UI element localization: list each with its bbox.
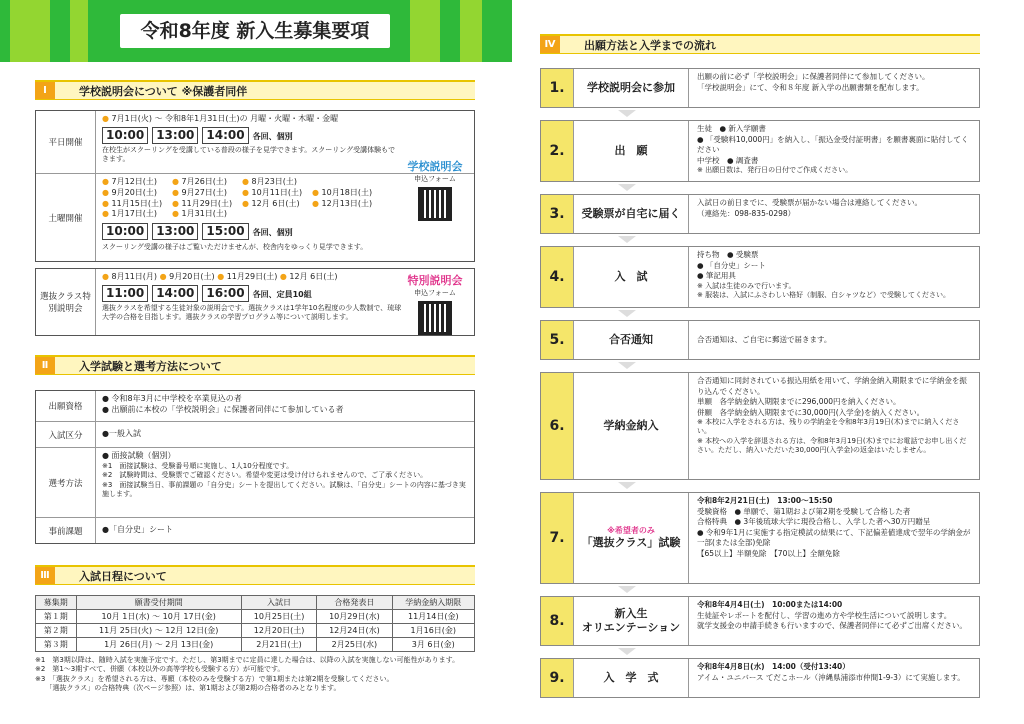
- sat-date: ● 12月 6日(土): [242, 198, 300, 208]
- sat-date: ● 7月26日(土): [172, 177, 228, 186]
- sat-date: ● 12月13日(土): [312, 198, 373, 208]
- time-2: 14:00: [152, 285, 198, 302]
- sp-date: 11月29日(土): [226, 272, 278, 281]
- note-line: 「選抜クラス」の合格特典（次ページ参照）は、第1期および第2期の合格者のみとなります。: [35, 684, 341, 693]
- section-title: 出願方法と入学までの流れ: [584, 38, 716, 52]
- qr-code-icon[interactable]: [418, 187, 452, 221]
- row-value: ● 一般入試: [102, 429, 141, 439]
- time-2: 13:00: [152, 223, 198, 240]
- time-suffix: 各回、個別: [252, 131, 293, 141]
- section-number: Ⅰ: [35, 82, 55, 99]
- note-line: ※2 第1～3期すべて、併願（本校以外の高等学校も受験する方）が可能です。: [35, 665, 285, 674]
- step-6: 6. 学納金納入 合否通知に同封されている振込用紙を用いて、学納金納入期限までに学納金を振り込んでください。 単願 各学納金納入期限までに296,000円を納入ください。 併願 各学納金納入期限までに30,000円(入学金)を納入ください。 ※ 本校に入学をされる方は、残りの学納金を令和8年3月19日(木)までに納入ください。 ※ 本校への入学を辞退される方は、令和8年3月19日(木)までにお電話でお申し出ください。ただし、納入いただいた30,000円(入学金)の返金はいたしません。: [540, 372, 980, 480]
- flow-arrow-icon: [618, 236, 636, 243]
- time-suffix: 各回、定員10組: [252, 289, 312, 299]
- sp-date: 12月 6日(土): [289, 272, 338, 281]
- section-1-header: [35, 80, 475, 100]
- qr-sub: 申込フォーム: [414, 175, 456, 183]
- flow-arrow-icon: [618, 648, 636, 655]
- banner-stripe: [460, 0, 482, 62]
- row-label: 事前課題: [36, 518, 96, 543]
- step-1: 1. 学校説明会に参加 出願の前に必ず「学校説明会」に保護者同伴にて参加してください。 「学校説明会」にて、令和８年度 新入学の出願書類を配布します。: [540, 68, 980, 108]
- flow-arrow-icon: [618, 362, 636, 369]
- time-3: 15:00: [202, 223, 248, 240]
- step-5: 5. 合否通知 合否通知は、ご自宅に郵送で届きます。: [540, 320, 980, 360]
- sat-date: ● 10月11日(土): [242, 187, 303, 197]
- exam-row: [36, 421, 474, 447]
- flow-arrow-icon: [618, 586, 636, 593]
- weekday-period: 7月1日(火) ～ 令和8年1月31日(土)の 月曜・火曜・木曜・金曜: [111, 114, 339, 123]
- table-row: 第２期 11月 25日(火) ～ 12月 12日(金) 12月20日(土) 12月24日(水) 1月16日(金): [36, 624, 475, 638]
- step-2: 2. 出 願 生徒 ● 新入学願書 ● 「受験料10,000円」を納入し、「振込金受付証明書」を願書裏面に貼付してください 中学校 ● 調査書 ※ 出願日数は、発行日の日付でご作成ください。: [540, 120, 980, 182]
- time-suffix: 各回、個別: [252, 228, 293, 238]
- flow-arrow-icon: [618, 310, 636, 317]
- section-3-header: [35, 565, 475, 585]
- section-title: 学校説明会について ※保護者同伴: [79, 84, 248, 98]
- exam-row: [36, 391, 474, 421]
- section-number: Ⅱ: [35, 357, 55, 374]
- note-line: ※1 第3期以降は、随時入試を実施予定です。ただし、第3期までに定員に達した場合は、以降の入試を実施しない可能性があります。: [35, 656, 460, 664]
- special-label: 選抜クラス特別説明会: [36, 269, 96, 335]
- flow-arrow-icon: [618, 110, 636, 117]
- page-title: 令和8年度 新入生募集要項: [120, 14, 390, 48]
- table-row: 第３期 1月 26日(月) ～ 2月 13日(金) 2月21日(土) 2月25日(水) 3月 6日(金): [36, 638, 475, 652]
- sp-date: 8月11日(月): [111, 272, 158, 281]
- weekday-content: ● 7月1日(火) ～ 令和8年1月31日(土)の 月曜・火曜・木曜・金曜 10:00 13:00 14:00 各回、個別 在校生がスクーリングを受講している普段の様子を見学できます。スクーリング受講体験もできます。: [96, 111, 474, 173]
- time-1: 11:00: [102, 285, 148, 302]
- section-title: 入試日程について: [79, 569, 167, 583]
- banner-stripe: [410, 0, 440, 62]
- sp-date: 9月20日(土): [169, 272, 215, 281]
- step-8: 8. 新入生 オリエンテーション 令和8年4月4日(土) 10:00または14:00 生徒証やレポートを配付し、学習の進め方や学校生活について説明します。 就学支援金の申請手続きも行いますので、保護者同伴にて必ずご出席ください。: [540, 596, 980, 646]
- row-value: ● 令和8年3月に中学校を卒業見込の者 ● 出願前に本校の「学校説明会」に保護者同伴にて参加している者: [102, 394, 344, 414]
- banner-stripe: [70, 0, 88, 62]
- schedule-notes: [35, 656, 505, 694]
- qr-seminar: [400, 158, 470, 224]
- qr-code-icon[interactable]: [418, 301, 452, 335]
- note-line: ※3 「選抜クラス」を希望される方は、専願（本校のみを受験する方）で第1期または第2期を受験してください。: [35, 674, 394, 683]
- time-3: 14:00: [202, 127, 248, 144]
- flow-arrow-icon: [618, 482, 636, 489]
- sat-date: ● 11月15日(土): [102, 198, 163, 208]
- saturday-label: 土曜開催: [36, 174, 96, 261]
- exam-row: [36, 447, 474, 517]
- sat-date: ● 1月31日(土): [172, 209, 228, 219]
- time-1: 10:00: [102, 127, 148, 144]
- time-1: 10:00: [102, 223, 148, 240]
- section-4-header: [540, 34, 980, 54]
- table-header-row: 募集期 願書受付期間 入試日 合格発表日 学納金納入期限: [36, 596, 475, 610]
- flow-arrow-icon: [618, 184, 636, 191]
- step-7: 7. ※希望者のみ 「選抜クラス」試験 令和8年2月21日(土) 13:00～15:50 受験資格 ● 単願で、第1期および第2期を受験して合格した者 合格特典 ● 3年後琉球大学に現役合格し、入学した者へ30万円贈呈 ● 令和9年1月に実施する指定模試の結果にて、下記偏差値達成で翌年の学納金が一部(または全部)免除 【65以上】半額免除 【70以上】全額免除: [540, 492, 980, 584]
- header-banner: [0, 0, 512, 62]
- row-value: ● 面接試験（個別） ※1 面接試験は、受験番号順に実施し、1人10分程度です。 ※2 試験時間は、受験票でご確認ください。希望や変更は受け付けられませんので、ご了承ください。 ※3 面接試験当日、事前課題の「自分史」シートを提出してください。試験は、「自分史」シートの内容に基づき実施します。: [102, 451, 466, 499]
- section-title: 入学試験と選考方法について: [79, 359, 222, 373]
- exam-row: [36, 517, 474, 543]
- table-row: 第１期 10月 1日(水) ～ 10月 17日(金) 10月25日(土) 10月29日(水) 11月14日(金): [36, 610, 475, 624]
- exam-table: [35, 390, 475, 544]
- weekday-label: 平日開催: [36, 111, 96, 173]
- saturday-note: スクーリング受講の様子はご覧いただけませんが、校舎内をゆっくり見学できます。: [102, 243, 368, 252]
- qr-title: 学校説明会: [407, 160, 463, 173]
- step-7-note: ※希望者のみ: [607, 525, 655, 535]
- sat-date: ● 8月23日(土): [242, 177, 298, 186]
- sat-date: ● 9月27日(土): [172, 187, 228, 197]
- banner-stripe: [10, 0, 50, 62]
- sat-date: ● 10月18日(土): [312, 187, 373, 197]
- step-4: 4. 入 試 持ち物 ● 受験票 ● 「自分史」シート ● 筆記用具 ※ 入試は生徒のみで行います。 ※ 服装は、入試にふさわしい格好（制服、白シャツなど）で受験してください。: [540, 246, 980, 308]
- row-label: 選考方法: [36, 448, 96, 517]
- sat-date: ● 7月12日(土): [102, 177, 158, 186]
- row-label: 出願資格: [36, 391, 96, 421]
- special-content: ● 8月11日(月) ● 9月20日(土) ● 11月29日(土) ● 12月 6日(土) 11:00 14:00 16:00 各回、定員10組 選抜クラスを希望する生徒対象の説明会です。選抜クラスは1学年10名程度の少人数制で、琉球大学の合格を目指します。選抜クラスの学習プログラム等について説明します。: [102, 272, 402, 322]
- sat-date: ● 11月29日(土): [172, 198, 233, 208]
- section-2-header: [35, 355, 475, 375]
- section-number: Ⅳ: [540, 36, 560, 53]
- weekday-note: 在校生がスクーリングを受講している普段の様子を見学できます。スクーリング受講体験もできます。: [102, 145, 396, 164]
- sat-date: ● 1月17日(土): [102, 209, 158, 219]
- row-label: 入試区分: [36, 422, 96, 447]
- qr-special: [400, 272, 470, 338]
- qr-sub: 申込フォーム: [414, 289, 456, 297]
- section-number: Ⅲ: [35, 567, 55, 584]
- sat-date: ● 9月20日(土): [102, 187, 158, 197]
- step-3: 3. 受験票が自宅に届く 入試日の前日までに、受験票が届かない場合は連絡してください。 （連絡先：098-835-0298）: [540, 194, 980, 234]
- time-2: 13:00: [152, 127, 198, 144]
- step-9: 9. 入 学 式 令和8年4月8日(水) 14:00（受付13:40） アイム・ユニバース てだこホール（沖縄県浦添市仲間1-9-3）にて実施します。: [540, 658, 980, 698]
- schedule-table: [35, 595, 475, 652]
- special-note: 選抜クラスを希望する生徒対象の説明会です。選抜クラスは1学年10名程度の少人数制で、琉球大学の合格を目指します。選抜クラスの学習プログラム等について説明します。: [102, 303, 402, 322]
- qr-title: 特別説明会: [407, 274, 463, 287]
- row-value: ● 「自分史」シート: [102, 525, 173, 535]
- time-3: 16:00: [202, 285, 248, 302]
